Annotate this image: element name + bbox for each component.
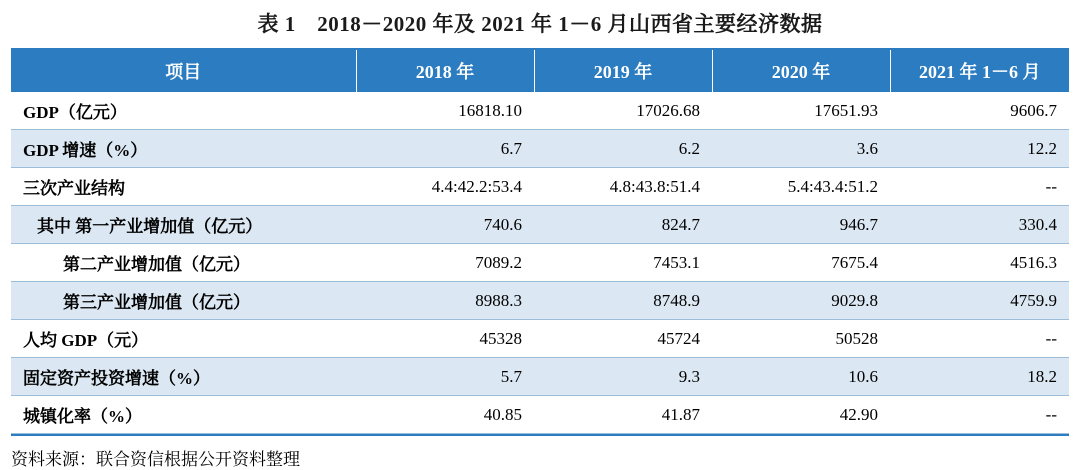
row-value-2019: 4.8:43.8:51.4 [534, 168, 712, 206]
table-row [11, 244, 1069, 282]
row-label: GDP（亿元） [11, 92, 356, 130]
row-value-2020: 50528 [712, 320, 890, 358]
row-value-2019: 6.2 [534, 130, 712, 168]
row-value-2021h1: 4516.3 [890, 244, 1069, 282]
row-value-2020: 42.90 [712, 396, 890, 434]
row-value-2019: 7453.1 [534, 244, 712, 282]
table-row [11, 130, 1069, 168]
row-value-2019: 8748.9 [534, 282, 712, 320]
row-value-2021h1: 330.4 [890, 206, 1069, 244]
row-value-2019: 45724 [534, 320, 712, 358]
table-row [11, 168, 1069, 206]
table-header [11, 50, 1069, 92]
row-value-2021h1: -- [890, 320, 1069, 358]
row-label: 第二产业增加值（亿元） [11, 244, 356, 282]
table-row [11, 396, 1069, 434]
column-header-2021h1: 2021 年 1－6 月 [890, 50, 1069, 92]
table-header-row [11, 50, 1069, 92]
row-value-2021h1: 9606.7 [890, 92, 1069, 130]
row-value-2020: 9029.8 [712, 282, 890, 320]
row-label: 第三产业增加值（亿元） [11, 282, 356, 320]
row-label: 固定资产投资增速（%） [11, 358, 356, 396]
row-value-2018: 740.6 [356, 206, 534, 244]
row-value-2018: 7089.2 [356, 244, 534, 282]
row-value-2020: 5.4:43.4:51.2 [712, 168, 890, 206]
row-label: 人均 GDP（元） [11, 320, 356, 358]
row-value-2021h1: -- [890, 168, 1069, 206]
table-title: 表 1 2018－2020 年及 2021 年 1－6 月山西省主要经济数据 [257, 12, 823, 36]
row-value-2018: 45328 [356, 320, 534, 358]
row-value-2018: 8988.3 [356, 282, 534, 320]
row-value-2018: 6.7 [356, 130, 534, 168]
column-header-2018: 2018 年 [356, 50, 534, 92]
row-value-2019: 824.7 [534, 206, 712, 244]
column-header-2020: 2020 年 [712, 50, 890, 92]
row-value-2020: 3.6 [712, 130, 890, 168]
table-row [11, 358, 1069, 396]
row-value-2019: 9.3 [534, 358, 712, 396]
row-label: 城镇化率（%） [11, 396, 356, 434]
row-value-2021h1: 12.2 [890, 130, 1069, 168]
row-value-2018: 5.7 [356, 358, 534, 396]
row-value-2020: 946.7 [712, 206, 890, 244]
row-label: GDP 增速（%） [11, 130, 356, 168]
column-header-2019: 2019 年 [534, 50, 712, 92]
table-row [11, 282, 1069, 320]
economic-data-table [11, 50, 1069, 434]
column-header-item: 项目 [11, 50, 356, 92]
row-value-2019: 41.87 [534, 396, 712, 434]
row-value-2020: 17651.93 [712, 92, 890, 130]
row-value-2018: 4.4:42.2:53.4 [356, 168, 534, 206]
table-row [11, 320, 1069, 358]
table-row [11, 206, 1069, 244]
row-value-2020: 10.6 [712, 358, 890, 396]
table-body [11, 92, 1069, 434]
row-value-2019: 17026.68 [534, 92, 712, 130]
row-value-2020: 7675.4 [712, 244, 890, 282]
row-value-2021h1: -- [890, 396, 1069, 434]
table-source-note: 资料来源：联合资信根据公开资料整理 [11, 450, 300, 469]
row-value-2018: 16818.10 [356, 92, 534, 130]
row-label: 其中 第一产业增加值（亿元） [11, 206, 356, 244]
row-value-2021h1: 18.2 [890, 358, 1069, 396]
row-label: 三次产业结构 [11, 168, 356, 206]
row-value-2018: 40.85 [356, 396, 534, 434]
table-row [11, 92, 1069, 130]
row-value-2021h1: 4759.9 [890, 282, 1069, 320]
